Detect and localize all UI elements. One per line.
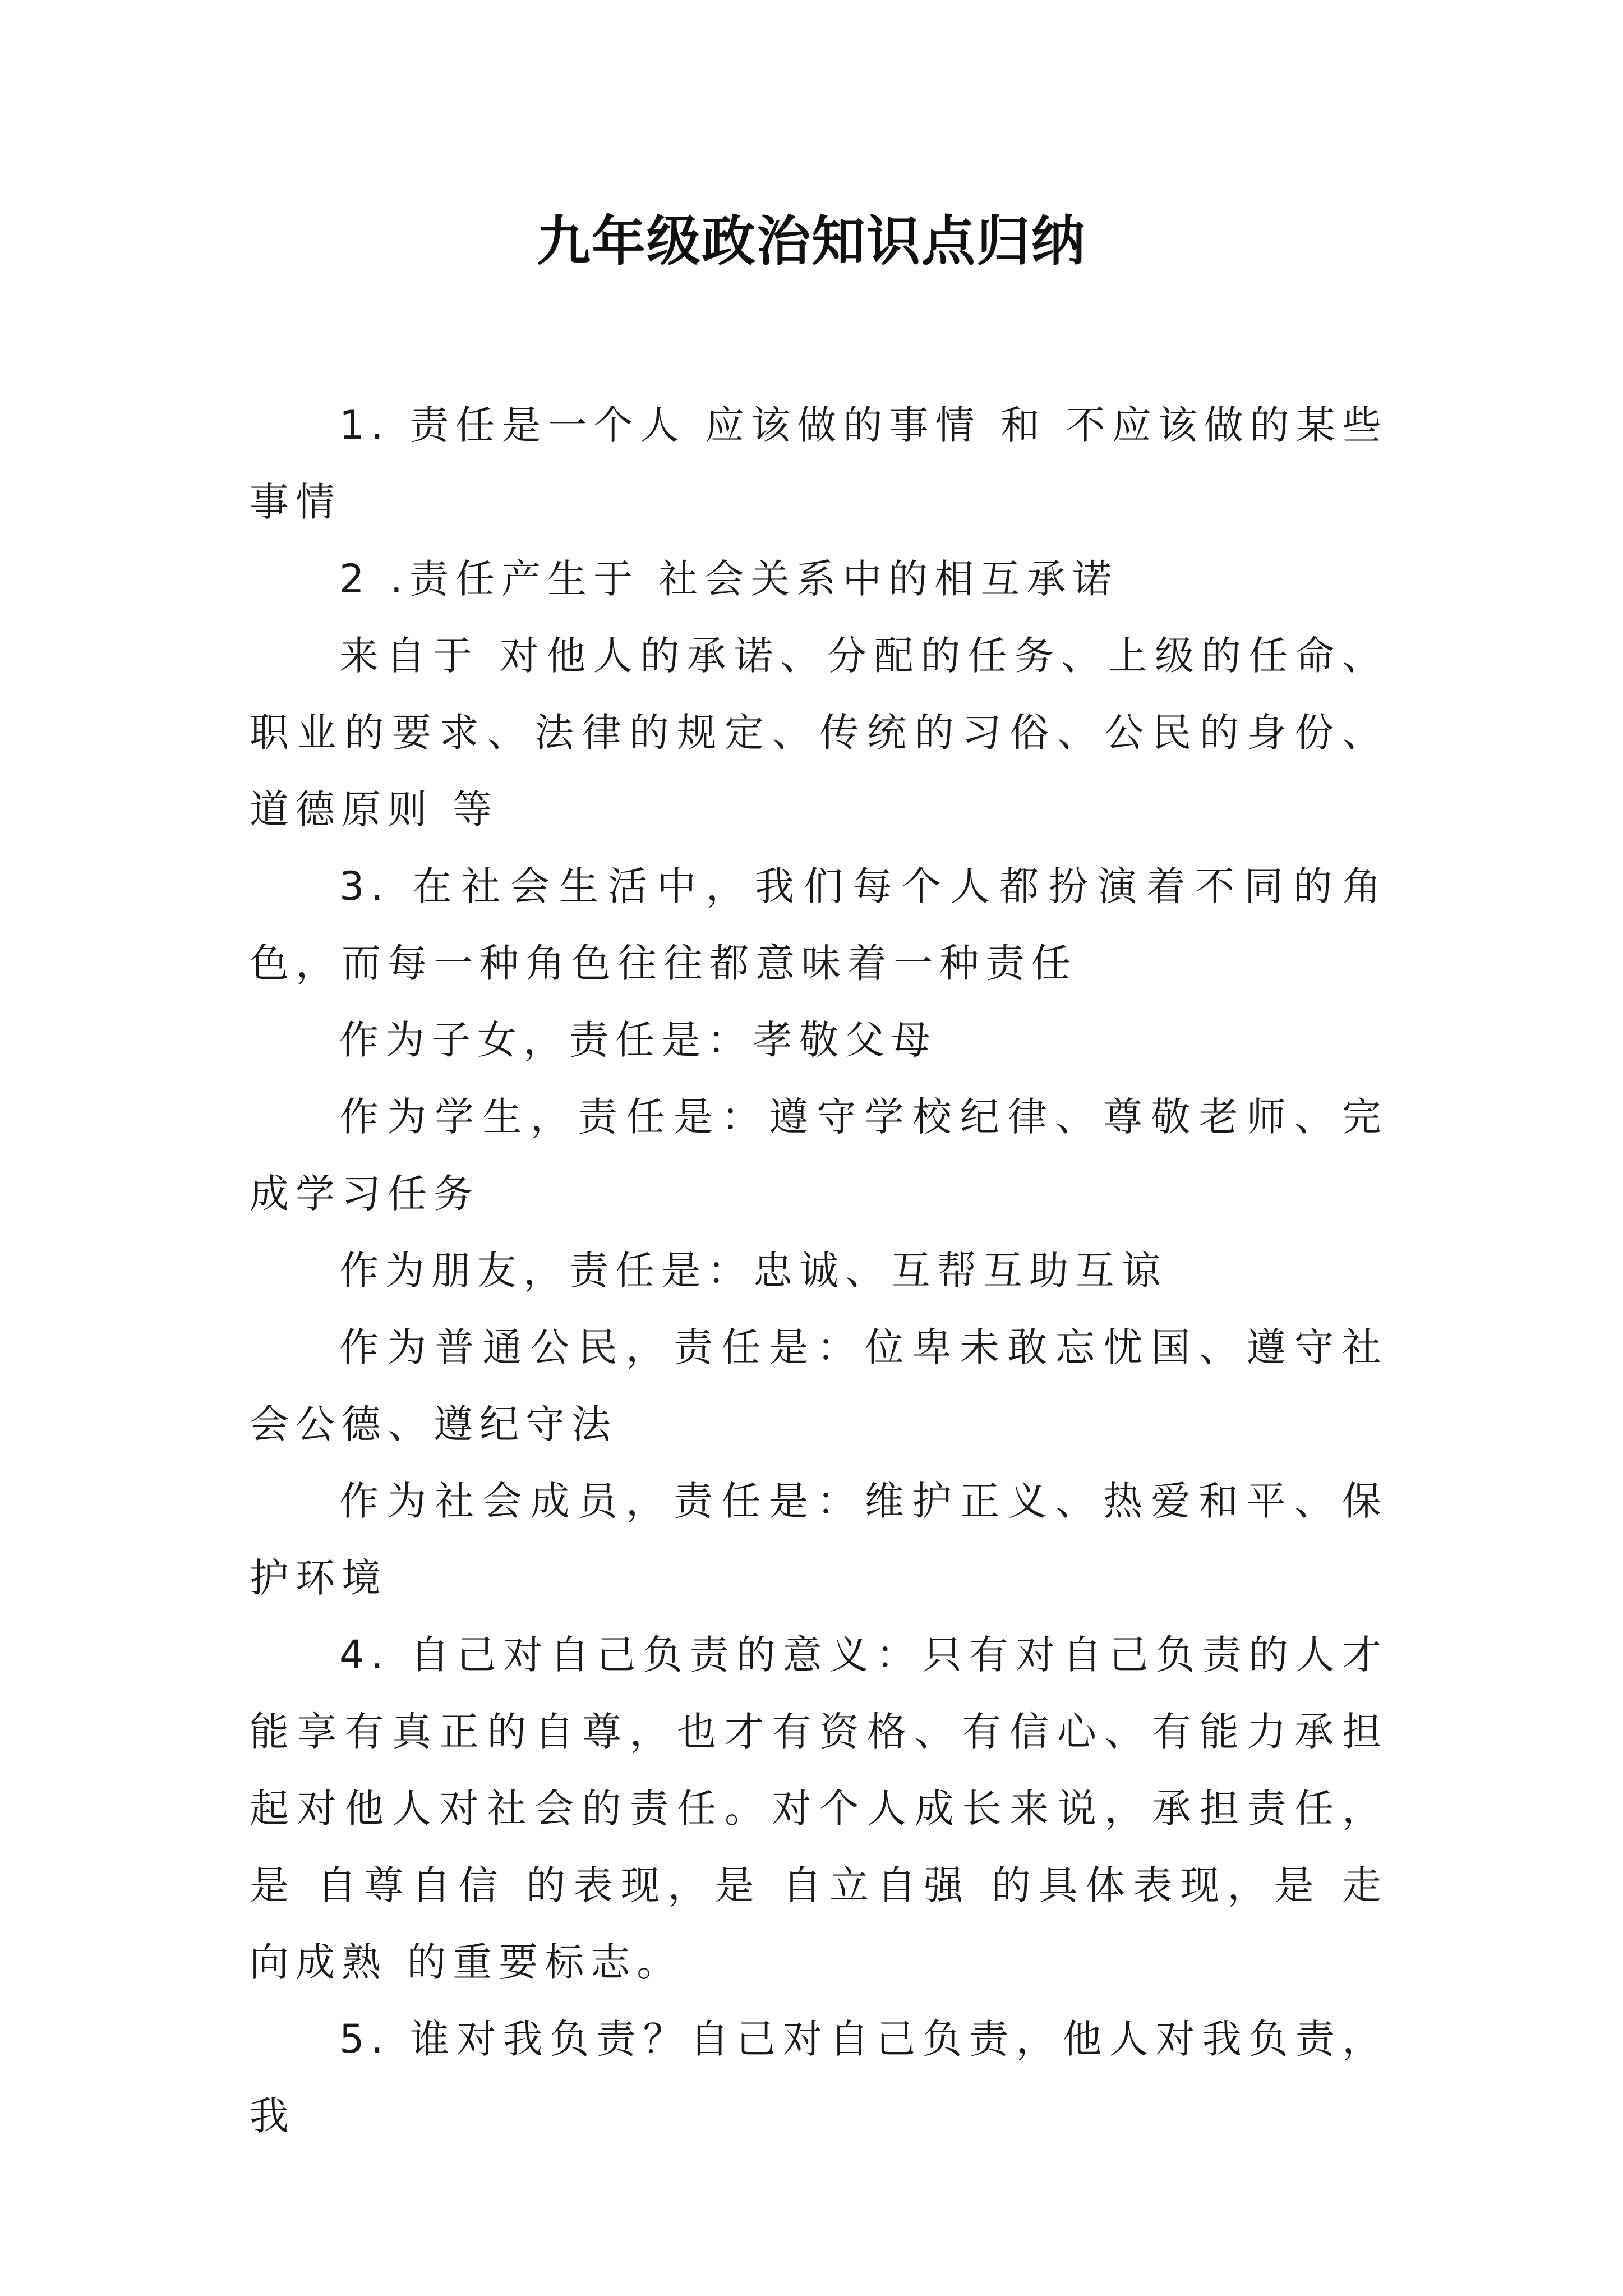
paragraph-7: 作为朋友，责任是：忠诚、互帮互助互谅 (339, 1248, 1167, 1294)
paragraph-3: 来自于 对他人的承诺、分配的任务、上级的任命、职业的要求、法律的规定、传统的习俗、公民的身份、道德原则 等 (250, 633, 1388, 832)
paragraph-6: 作为学生，责任是：遵守学校纪律、尊敬老师、完成学习任务 (250, 1094, 1388, 1217)
paragraph-1: 1. 责任是一个人 应该做的事情 和 不应该做的某些事情 (250, 402, 1388, 525)
paragraph-11: 5. 谁对我负责？自己对自己负责，他人对我负责，我 (250, 2016, 1388, 2139)
paragraph-10: 4. 自己对自己负责的意义：只有对自己负责的人才能享有真正的自尊，也才有资格、有信心、有能力承担起对他人对社会的责任。对个人成长来说，承担责任，是 自尊自信 的表现，是 自立自强 的具体表现，是 走向成熟 的重要标志。 (250, 1632, 1388, 1985)
document-body (250, 387, 1388, 2155)
paragraph-4: 3. 在社会生活中，我们每个人都扮演着不同的角色，而每一种角色往往都意味着一种责任 (250, 863, 1388, 986)
page-title: 九年级政治知识点归纳 (537, 209, 1086, 273)
paragraph-5: 作为子女，责任是：孝敬父母 (339, 1017, 937, 1063)
paragraph-2: 2 .责任产生于 社会关系中的相互承诺 (339, 556, 1119, 602)
paragraph-9: 作为社会成员，责任是：维护正义、热爱和平、保护环境 (250, 1478, 1388, 1601)
paragraph-8: 作为普通公民，责任是：位卑未敢忘忧国、遵守社会公德、遵纪守法 (250, 1324, 1388, 1447)
